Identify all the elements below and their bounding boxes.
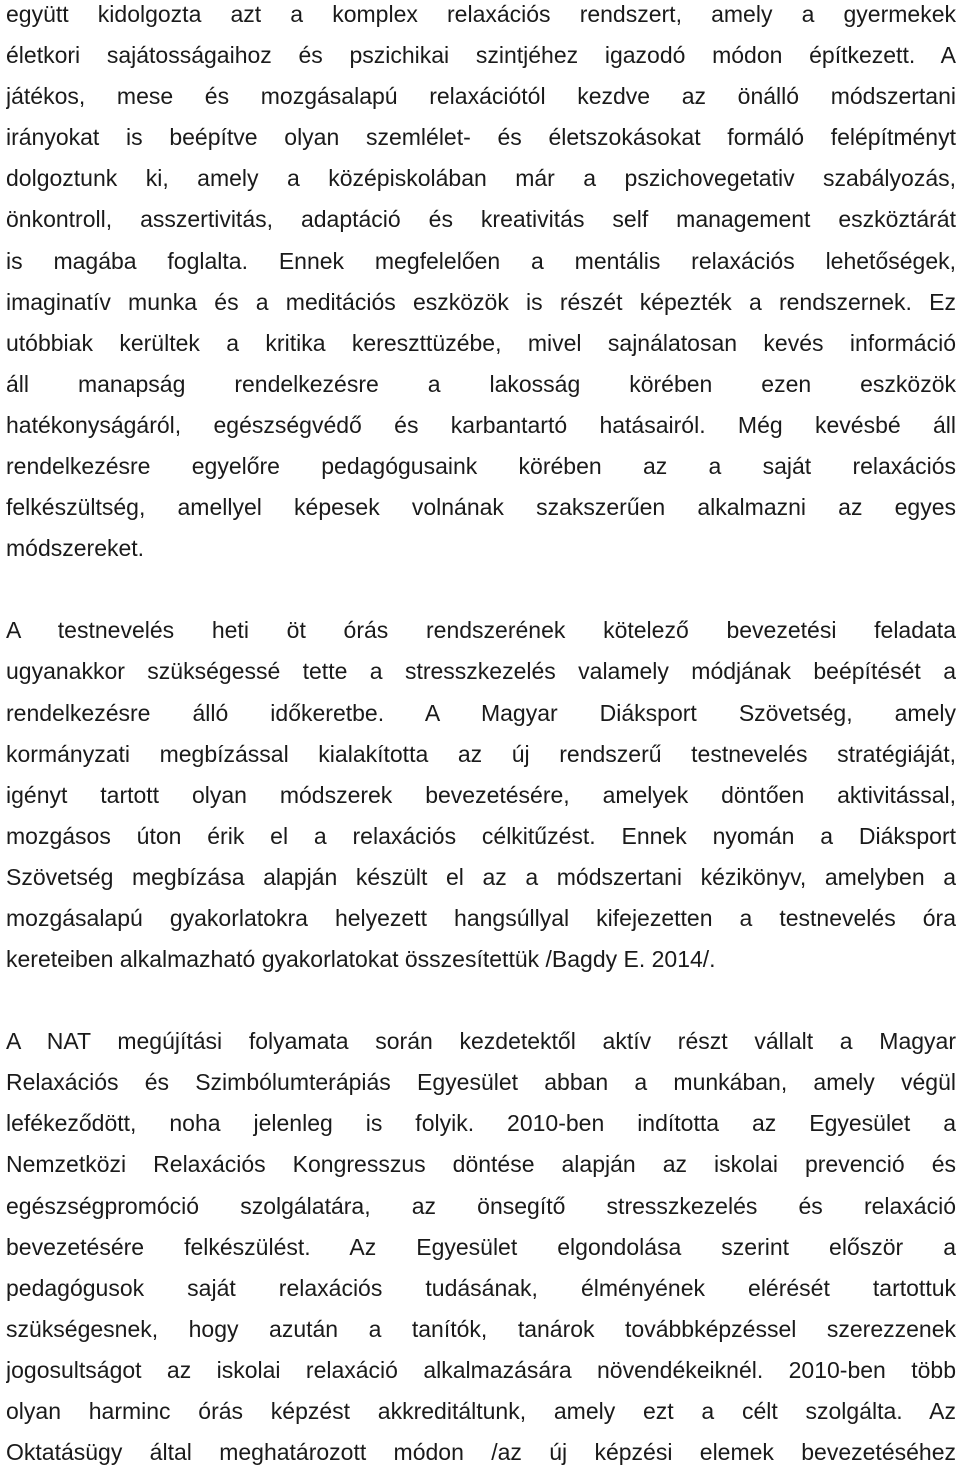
body-paragraph bbox=[6, 0, 956, 569]
text-line: lefékeződött, noha jelenleg is folyik. 2010-ben indította az Egyesület a bbox=[6, 1110, 956, 1137]
text-line: mozgásos úton érik el a relaxációs célkitűzést. Ennek nyomán a Diáksport bbox=[6, 822, 956, 849]
text-line: életkori sajátosságaihoz és pszichikai szintjéhez igazodó módon építkezett. A bbox=[6, 42, 956, 69]
text-line: kormányzati megbízással kialakította az új rendszerű testnevelés stratégiáját, bbox=[6, 740, 956, 767]
paragraph-gap bbox=[6, 569, 956, 610]
text-line: imaginatív munka és a meditációs eszközök is részét képezték a rendszernek. Ez bbox=[6, 288, 956, 315]
body-paragraph bbox=[6, 1021, 956, 1473]
text-line: utóbbiak kerültek a kritika kereszttüzébe, mivel sajnálatosan kevés információ bbox=[6, 329, 956, 356]
text-line: önkontroll, asszertivitás, adaptáció és kreativitás self management eszköztárát bbox=[6, 206, 956, 233]
text-line: A testnevelés heti öt órás rendszerének kötelező bevezetési feladata bbox=[6, 617, 956, 644]
text-line: igényt tartott olyan módszerek bevezetésére, amelyek döntően aktivitással, bbox=[6, 781, 956, 808]
text-line: irányokat is beépítve olyan szemlélet- és életszokásokat formáló felépítményt bbox=[6, 124, 956, 151]
text-line: jogosultságot az iskolai relaxáció alkalmazására növendékeiknél. 2010-ben több bbox=[6, 1356, 956, 1383]
text-line: hatékonyságáról, egészségvédő és karbantartó hatásairól. Még kevésbé áll bbox=[6, 411, 956, 438]
text-line: rendelkezésre egyelőre pedagógusaink körében az a saját relaxációs bbox=[6, 453, 956, 480]
text-line: játékos, mese és mozgásalapú relaxációtól kezdve az önálló módszertani bbox=[6, 83, 956, 110]
text-line: olyan harminc órás képzést akkreditáltunk, amely ezt a célt szolgálta. Az bbox=[6, 1398, 956, 1424]
text-line: Szövetség megbízása alapján készült el az a módszertani kézikönyv, amelyben a bbox=[6, 863, 956, 890]
text-line: mozgásalapú gyakorlatokra helyezett hangsúllyal kifejezetten a testnevelés óra bbox=[6, 904, 956, 931]
text-line: szükségesnek, hogy azután a tanítók, tanárok továbbképzéssel szerezzenek bbox=[6, 1315, 956, 1342]
text-line: kereteiben alkalmazható gyakorlatokat összesítettük /Bagdy E. 2014/. bbox=[6, 946, 716, 973]
text-line: Oktatásügy által meghatározott módon /az új képzési elemek bevezetéséhez bbox=[6, 1439, 956, 1466]
text-line: bevezetésére felkészülést. Az Egyesület elgondolása szerint először a bbox=[6, 1233, 956, 1260]
document-page bbox=[6, 0, 956, 1473]
text-line: rendelkezésre álló időkeretbe. A Magyar Diáksport Szövetség, amely bbox=[6, 699, 956, 726]
paragraph-gap bbox=[6, 980, 956, 1021]
text-line: Nemzetközi Relaxációs Kongresszus döntése alapján az iskolai prevenció és bbox=[6, 1151, 956, 1178]
text-line: dolgoztunk ki, amely a középiskolában már a pszichovegetativ szabályozás, bbox=[6, 165, 956, 192]
body-paragraph bbox=[6, 610, 956, 980]
text-line: módszereket. bbox=[6, 535, 145, 562]
text-line: is magába foglalta. Ennek megfelelően a mentális relaxációs lehetőségek, bbox=[6, 247, 956, 274]
text-line: felkészültség, amellyel képesek volnának szakszerűen alkalmazni az egyes bbox=[6, 494, 956, 521]
text-line: együtt kidolgozta azt a komplex relaxációs rendszert, amely a gyermekek bbox=[6, 1, 956, 27]
text-line: A NAT megújítási folyamata során kezdetektől aktív részt vállalt a Magyar bbox=[6, 1028, 956, 1055]
text-line: pedagógusok saját relaxációs tudásának, élményének elérését tartottuk bbox=[6, 1274, 956, 1301]
text-line: egészségpromóció szolgálatára, az önsegítő stresszkezelés és relaxáció bbox=[6, 1192, 956, 1219]
text-line: ugyanakkor szükségessé tette a stresszkezelés valamely módjának beépítését a bbox=[6, 658, 956, 685]
text-line: Relaxációs és Szimbólumterápiás Egyesület abban a munkában, amely végül bbox=[6, 1069, 956, 1096]
text-line: áll manapság rendelkezésre a lakosság körében ezen eszközök bbox=[6, 370, 956, 397]
